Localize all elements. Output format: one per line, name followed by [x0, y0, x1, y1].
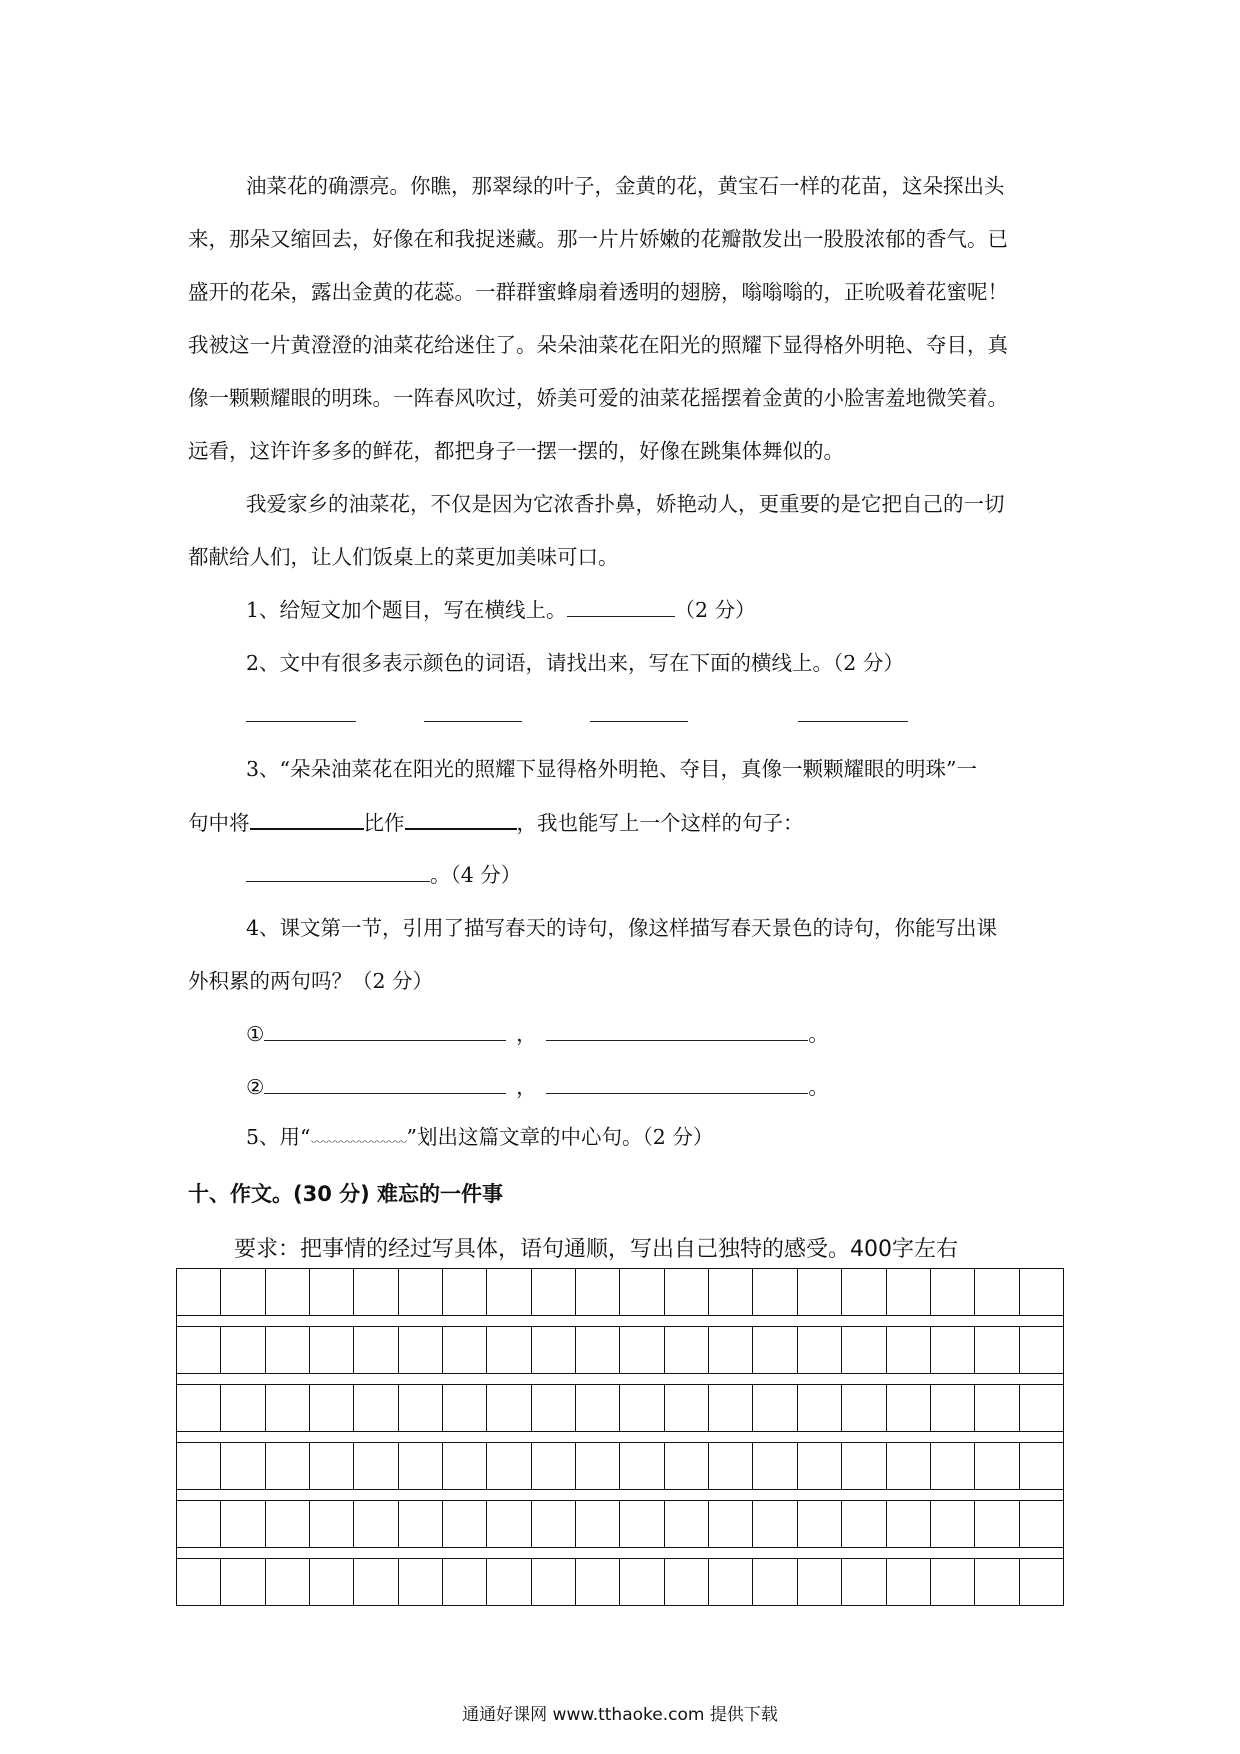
- grid-cell[interactable]: [798, 1443, 842, 1489]
- grid-cell[interactable]: [221, 1501, 265, 1547]
- grid-cell[interactable]: [842, 1443, 886, 1489]
- passage-line: 油菜花的确漂亮。你瞧，那翠绿的叶子，金黄的花，黄宝石一样的花苗，这朵探出头: [246, 174, 1005, 198]
- grid-cell[interactable]: [399, 1269, 443, 1315]
- grid-cell[interactable]: [354, 1269, 398, 1315]
- grid-cell[interactable]: [842, 1501, 886, 1547]
- grid-cell[interactable]: [798, 1501, 842, 1547]
- grid-row-gap: [176, 1489, 1064, 1500]
- grid-cell[interactable]: [399, 1559, 443, 1605]
- grid-row-gap: [176, 1431, 1064, 1442]
- question-3-text: 比作: [363, 811, 405, 835]
- grid-cell[interactable]: [931, 1501, 975, 1547]
- grid-cell[interactable]: [931, 1269, 975, 1315]
- grid-cell[interactable]: [310, 1385, 354, 1431]
- grid-cell[interactable]: [1020, 1269, 1063, 1315]
- answer-blank[interactable]: [250, 808, 364, 830]
- grid-cell[interactable]: [487, 1501, 531, 1547]
- grid-cell[interactable]: [310, 1559, 354, 1605]
- grid-cell[interactable]: [753, 1327, 797, 1373]
- grid-cell[interactable]: [931, 1559, 975, 1605]
- grid-cell[interactable]: [532, 1501, 576, 1547]
- grid-cell[interactable]: [177, 1443, 221, 1489]
- grid-cell[interactable]: [665, 1327, 709, 1373]
- grid-cell[interactable]: [399, 1501, 443, 1547]
- grid-cell[interactable]: [975, 1443, 1019, 1489]
- grid-cell[interactable]: [576, 1269, 620, 1315]
- comma: ，: [516, 1022, 537, 1046]
- question-3-line1: 3、“朵朵油菜花在阳光的照耀下显得格外明艳、夺目，真像一颗颗耀眼的明珠”一: [246, 757, 978, 781]
- grid-cell[interactable]: [354, 1327, 398, 1373]
- grid-cell[interactable]: [842, 1385, 886, 1431]
- poem-answer-row: [246, 1020, 829, 1048]
- grid-cell[interactable]: [443, 1385, 487, 1431]
- question-3-text: ，我也能写上一个这样的句子：: [516, 811, 804, 835]
- passage-line: 我被这一片黄澄澄的油菜花给迷住了。朵朵油菜花在阳光的照耀下显得格外明艳、夺目，真: [188, 333, 1008, 357]
- answer-blank[interactable]: [246, 720, 356, 722]
- grid-cell[interactable]: [177, 1269, 221, 1315]
- grid-cell[interactable]: [975, 1501, 1019, 1547]
- passage-line: 远看，这许许多多的鲜花，都把身子一摆一摆的，好像在跳集体舞似的。: [188, 439, 844, 463]
- grid-cell[interactable]: [842, 1327, 886, 1373]
- grid-cell[interactable]: [975, 1385, 1019, 1431]
- question-3-text: 句中将: [188, 811, 250, 835]
- circle-one-mark: ①: [246, 1022, 265, 1046]
- grid-cell[interactable]: [487, 1443, 531, 1489]
- question-4-line1: 4、课文第一节，引用了描写春天的诗句，像这样描写春天景色的诗句，你能写出课: [246, 916, 998, 940]
- grid-cell[interactable]: [665, 1385, 709, 1431]
- grid-cell[interactable]: [798, 1559, 842, 1605]
- grid-cell[interactable]: [221, 1327, 265, 1373]
- grid-cell[interactable]: [1020, 1385, 1063, 1431]
- grid-cell[interactable]: [487, 1327, 531, 1373]
- grid-row-gap: [176, 1373, 1064, 1384]
- question-5-text: 5、用“: [246, 1125, 311, 1149]
- grid-cell[interactable]: [443, 1443, 487, 1489]
- period: 。: [808, 1022, 829, 1046]
- grid-cell[interactable]: [887, 1559, 931, 1605]
- grid-cell[interactable]: [443, 1559, 487, 1605]
- grid-cell[interactable]: [443, 1269, 487, 1315]
- grid-cell[interactable]: [975, 1327, 1019, 1373]
- grid-row: [176, 1442, 1064, 1489]
- grid-cell[interactable]: [798, 1327, 842, 1373]
- answer-blank[interactable]: [590, 720, 688, 722]
- question-2: 2、文中有很多表示颜色的词语，请找出来，写在下面的横线上。（2 分）: [246, 651, 904, 675]
- grid-cell[interactable]: [354, 1501, 398, 1547]
- grid-cell[interactable]: [221, 1443, 265, 1489]
- grid-cell[interactable]: [931, 1443, 975, 1489]
- grid-cell[interactable]: [709, 1385, 753, 1431]
- grid-cell[interactable]: [532, 1269, 576, 1315]
- grid-row: [176, 1558, 1064, 1606]
- comma: ，: [516, 1075, 537, 1099]
- question-3-line2: [188, 808, 804, 837]
- grid-cell[interactable]: [709, 1269, 753, 1315]
- wavy-underline-symbol: [311, 1122, 407, 1144]
- grid-cell[interactable]: [620, 1443, 664, 1489]
- grid-cell[interactable]: [709, 1501, 753, 1547]
- passage-line: 盛开的花朵，露出金黄的花蕊。一群群蜜蜂扇着透明的翅膀，嗡嗡嗡的，正吮吸着花蜜呢！: [188, 280, 1008, 304]
- grid-cell[interactable]: [620, 1385, 664, 1431]
- grid-row: [176, 1268, 1064, 1315]
- grid-cell[interactable]: [665, 1501, 709, 1547]
- composition-requirement: 要求：把事情的经过写具体，语句通顺，写出自己独特的感受。400字左右: [234, 1237, 958, 1262]
- grid-cell[interactable]: [266, 1501, 310, 1547]
- grid-cell[interactable]: [221, 1559, 265, 1605]
- grid-cell[interactable]: [177, 1559, 221, 1605]
- question-1-score: （2 分）: [674, 598, 756, 622]
- circle-two-mark: ②: [246, 1075, 265, 1099]
- grid-cell[interactable]: [266, 1385, 310, 1431]
- grid-row: [176, 1384, 1064, 1431]
- answer-blank[interactable]: [798, 720, 908, 722]
- grid-cell[interactable]: [931, 1327, 975, 1373]
- answer-blank[interactable]: [264, 1073, 506, 1094]
- grid-cell[interactable]: [1020, 1327, 1063, 1373]
- passage-line: 来，那朵又缩回去，好像在和我捉迷藏。那一片片娇嫩的花瓣散发出一股股浓郁的香气。已: [188, 227, 1008, 251]
- grid-cell[interactable]: [177, 1385, 221, 1431]
- grid-cell[interactable]: [798, 1385, 842, 1431]
- grid-cell[interactable]: [177, 1327, 221, 1373]
- grid-cell[interactable]: [753, 1385, 797, 1431]
- answer-blank[interactable]: [264, 1020, 506, 1041]
- grid-cell[interactable]: [753, 1501, 797, 1547]
- grid-cell[interactable]: [887, 1443, 931, 1489]
- answer-blank[interactable]: [567, 596, 675, 617]
- grid-cell[interactable]: [842, 1559, 886, 1605]
- grid-row: [176, 1326, 1064, 1373]
- poem-answer-row: [246, 1073, 829, 1101]
- grid-cell[interactable]: [487, 1559, 531, 1605]
- passage-line: 我爱家乡的油菜花，不仅是因为它浓香扑鼻，娇艳动人，更重要的是它把自己的一切: [246, 492, 1005, 516]
- grid-cell[interactable]: [665, 1269, 709, 1315]
- grid-cell[interactable]: [798, 1269, 842, 1315]
- grid-cell[interactable]: [620, 1327, 664, 1373]
- answer-blank[interactable]: [246, 861, 430, 882]
- grid-cell[interactable]: [399, 1327, 443, 1373]
- grid-row-gap: [176, 1547, 1064, 1558]
- grid-cell[interactable]: [532, 1443, 576, 1489]
- grid-cell[interactable]: [532, 1327, 576, 1373]
- grid-cell[interactable]: [266, 1327, 310, 1373]
- answer-blank[interactable]: [546, 1020, 808, 1041]
- grid-cell[interactable]: [753, 1443, 797, 1489]
- grid-cell[interactable]: [1020, 1559, 1063, 1605]
- grid-cell[interactable]: [576, 1385, 620, 1431]
- question-1-text: 1、给短文加个题目，写在横线上。: [246, 598, 567, 622]
- grid-cell[interactable]: [443, 1501, 487, 1547]
- grid-cell[interactable]: [487, 1385, 531, 1431]
- answer-blank[interactable]: [424, 720, 522, 722]
- grid-cell[interactable]: [887, 1269, 931, 1315]
- passage-line: 像一颗颗耀眼的明珠。一阵春风吹过，娇美可爱的油菜花摇摆着金黄的小脸害羞地微笑着。: [188, 386, 1008, 410]
- grid-cell[interactable]: [221, 1385, 265, 1431]
- grid-cell[interactable]: [709, 1443, 753, 1489]
- grid-cell[interactable]: [753, 1559, 797, 1605]
- grid-row-gap: [176, 1315, 1064, 1326]
- page-footer: 通通好课网 www.tthaoke.com 提供下载: [462, 1705, 778, 1725]
- grid-cell[interactable]: [310, 1269, 354, 1315]
- grid-cell[interactable]: [842, 1269, 886, 1315]
- period: 。: [808, 1075, 829, 1099]
- grid-cell[interactable]: [576, 1559, 620, 1605]
- grid-cell[interactable]: [399, 1385, 443, 1431]
- grid-cell[interactable]: [532, 1385, 576, 1431]
- question-5-text: ”划出这篇文章的中心句。（2 分）: [406, 1125, 714, 1149]
- grid-cell[interactable]: [310, 1327, 354, 1373]
- grid-cell[interactable]: [709, 1327, 753, 1373]
- question-5: [246, 1122, 713, 1151]
- grid-cell[interactable]: [620, 1269, 664, 1315]
- grid-cell[interactable]: [354, 1559, 398, 1605]
- grid-cell[interactable]: [1020, 1501, 1063, 1547]
- grid-cell[interactable]: [887, 1501, 931, 1547]
- grid-cell[interactable]: [975, 1559, 1019, 1605]
- grid-cell[interactable]: [487, 1269, 531, 1315]
- grid-cell[interactable]: [931, 1385, 975, 1431]
- question-3-line3: [246, 861, 521, 889]
- grid-cell[interactable]: [443, 1327, 487, 1373]
- grid-cell[interactable]: [620, 1501, 664, 1547]
- grid-cell[interactable]: [266, 1559, 310, 1605]
- grid-cell[interactable]: [576, 1327, 620, 1373]
- grid-cell[interactable]: [665, 1559, 709, 1605]
- grid-cell[interactable]: [354, 1443, 398, 1489]
- grid-cell[interactable]: [310, 1501, 354, 1547]
- grid-cell[interactable]: [354, 1385, 398, 1431]
- question-3-score: 。（4 分）: [430, 863, 522, 887]
- grid-cell[interactable]: [753, 1269, 797, 1315]
- grid-cell[interactable]: [532, 1559, 576, 1605]
- answer-blank[interactable]: [405, 808, 517, 830]
- grid-cell[interactable]: [221, 1269, 265, 1315]
- grid-cell[interactable]: [887, 1385, 931, 1431]
- composition-heading: 十、作文。(30 分) 难忘的一件事: [188, 1182, 504, 1206]
- grid-cell[interactable]: [177, 1501, 221, 1547]
- grid-cell[interactable]: [310, 1443, 354, 1489]
- grid-cell[interactable]: [576, 1501, 620, 1547]
- grid-row: [176, 1500, 1064, 1547]
- grid-cell[interactable]: [266, 1443, 310, 1489]
- answer-blank[interactable]: [546, 1073, 808, 1094]
- grid-cell[interactable]: [399, 1443, 443, 1489]
- grid-cell[interactable]: [1020, 1443, 1063, 1489]
- grid-cell[interactable]: [620, 1559, 664, 1605]
- grid-cell[interactable]: [975, 1269, 1019, 1315]
- composition-writing-grid[interactable]: [176, 1268, 1064, 1606]
- question-4-line2: 外积累的两句吗？（2 分）: [188, 969, 434, 993]
- passage-line: 都献给人们，让人们饭桌上的菜更加美味可口。: [188, 545, 619, 569]
- grid-cell[interactable]: [665, 1443, 709, 1489]
- grid-cell[interactable]: [887, 1327, 931, 1373]
- grid-cell[interactable]: [266, 1269, 310, 1315]
- grid-cell[interactable]: [709, 1559, 753, 1605]
- grid-cell[interactable]: [576, 1443, 620, 1489]
- question-1: [246, 596, 756, 624]
